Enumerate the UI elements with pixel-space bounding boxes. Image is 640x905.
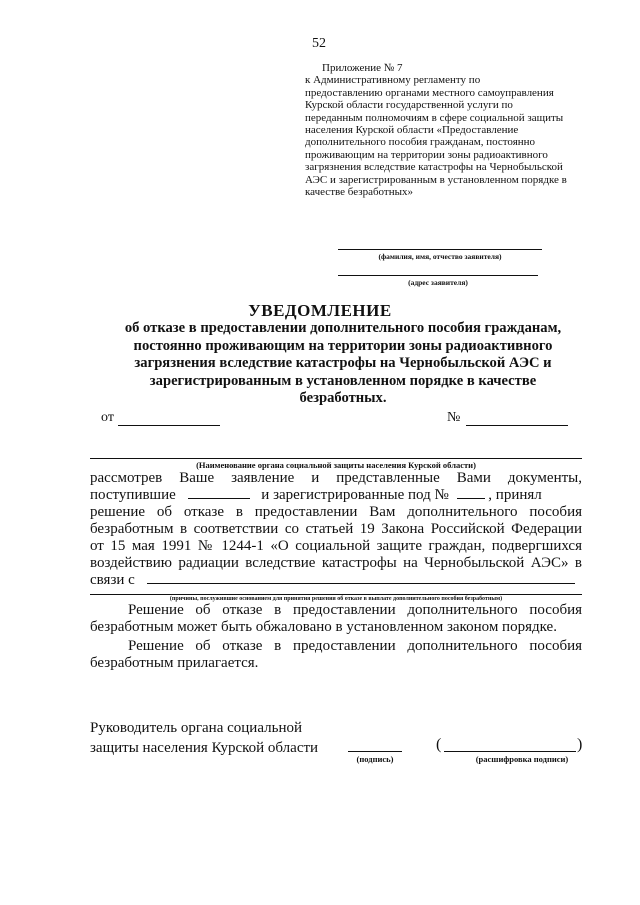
organ-name-caption: (Наименование органа социальной защиты населения Курской области) bbox=[196, 460, 476, 470]
appendix-line: Курской области государственной услуги по bbox=[305, 99, 513, 112]
appendix-line: АЭС и зарегистрированным в установленном порядке в bbox=[305, 173, 567, 186]
paragraph-line: Решение об отказе в предоставлении дополнительного пособия bbox=[128, 638, 582, 654]
document-subtitle bbox=[88, 320, 598, 408]
reasons-field[interactable] bbox=[90, 594, 582, 595]
appeal-paragraph bbox=[90, 602, 582, 636]
reason-field[interactable] bbox=[147, 583, 575, 584]
applicant-name-caption: (фамилия, имя, отчество заявителя) bbox=[378, 252, 502, 261]
paragraph-line: безработным может быть обжаловано в установленном законом порядке. bbox=[90, 619, 557, 635]
body-line: рассмотрев Ваше заявление и представленные Вами документы, bbox=[90, 470, 582, 486]
signer-line: Руководитель органа социальной bbox=[90, 720, 302, 736]
reasons-caption: (причины, послужившие основанием для принятия решения об отказе в выплате дополнительного пособия безработным) bbox=[169, 596, 503, 602]
paragraph-line: безработным прилагается. bbox=[90, 655, 259, 671]
signature-caption: (подпись) bbox=[356, 754, 394, 764]
body-line: безработным в соответствии со статьей 19 Закона Российской Федерации bbox=[90, 521, 582, 537]
decoding-close-paren: ) bbox=[577, 736, 583, 753]
number-label: № bbox=[447, 410, 461, 425]
body-line: решение об отказе в предоставлении Вам дополнительного пособия bbox=[90, 504, 582, 520]
decoding-open-paren: ( bbox=[436, 736, 442, 753]
applicant-address-field[interactable] bbox=[338, 275, 538, 276]
signature-decoding-caption: (расшифровка подписи) bbox=[475, 754, 569, 764]
signer-line: защиты населения Курской области bbox=[90, 740, 319, 756]
subtitle-line: постоянно проживающим на территории зоны радиоактивного bbox=[133, 337, 553, 354]
appendix-line: дополнительного пособия гражданам, постоянно bbox=[305, 136, 536, 149]
body-text: связи с bbox=[90, 572, 135, 588]
appendix-line: предоставлению органами местного самоуправления bbox=[305, 86, 554, 99]
date-field[interactable] bbox=[118, 425, 220, 426]
document-title: УВЕДОМЛЕНИЕ bbox=[248, 301, 392, 320]
appendix-line: переданным полномочиям в сфере социальной защиты bbox=[305, 111, 564, 124]
registration-number-field[interactable] bbox=[457, 498, 485, 499]
date-label: от bbox=[101, 410, 114, 425]
appendix-line: загрязнения вследствие катастрофы на Чернобыльской bbox=[305, 161, 563, 174]
body-line-reason bbox=[90, 572, 582, 589]
applicant-address-caption: (адрес заявителя) bbox=[408, 278, 468, 287]
body-paragraph bbox=[90, 470, 582, 589]
subtitle-line: об отказе в предоставлении дополнительного пособия гражданам, bbox=[124, 320, 562, 336]
body-line-registered bbox=[90, 487, 582, 504]
appendix-line: проживающим на территории зоны радиоактивного bbox=[305, 148, 548, 161]
number-field[interactable] bbox=[466, 425, 568, 426]
body-text: и зарегистрированные под № bbox=[261, 487, 449, 503]
applicant-name-field[interactable] bbox=[338, 249, 542, 250]
appendix-block bbox=[305, 62, 605, 198]
organ-name-field[interactable] bbox=[90, 458, 582, 459]
body-text: поступившие bbox=[90, 487, 176, 503]
paragraph-line: Решение об отказе в предоставлении дополнительного пособия bbox=[128, 602, 582, 618]
body-text: , принял bbox=[488, 487, 542, 503]
subtitle-line: загрязнения вследствие катастрофы на Чернобыльской АЭС и bbox=[134, 355, 552, 371]
body-line: воздействию радиации вследствие катастрофы на Чернобыльской АЭС» в bbox=[90, 555, 582, 571]
attachment-paragraph bbox=[90, 638, 582, 672]
appendix-line: качестве безработных» bbox=[305, 186, 413, 199]
body-line: от 15 мая 1991 № 1244-1 «О социальной защите граждан, подвергшихся bbox=[90, 538, 582, 554]
appendix-title: Приложение № 7 bbox=[322, 62, 403, 74]
signature-field[interactable] bbox=[348, 751, 402, 752]
page-number: 52 bbox=[312, 36, 326, 51]
appendix-line: к Административному регламенту по bbox=[305, 74, 481, 87]
subtitle-line: зарегистрированным в установленном порядке в качестве bbox=[149, 372, 537, 389]
received-date-field[interactable] bbox=[188, 498, 250, 499]
signature-decoding-field[interactable] bbox=[444, 751, 576, 752]
subtitle-line: безработных. bbox=[299, 390, 387, 406]
appendix-line: населения Курской области «Предоставление bbox=[305, 124, 519, 137]
signer-title bbox=[90, 718, 318, 758]
